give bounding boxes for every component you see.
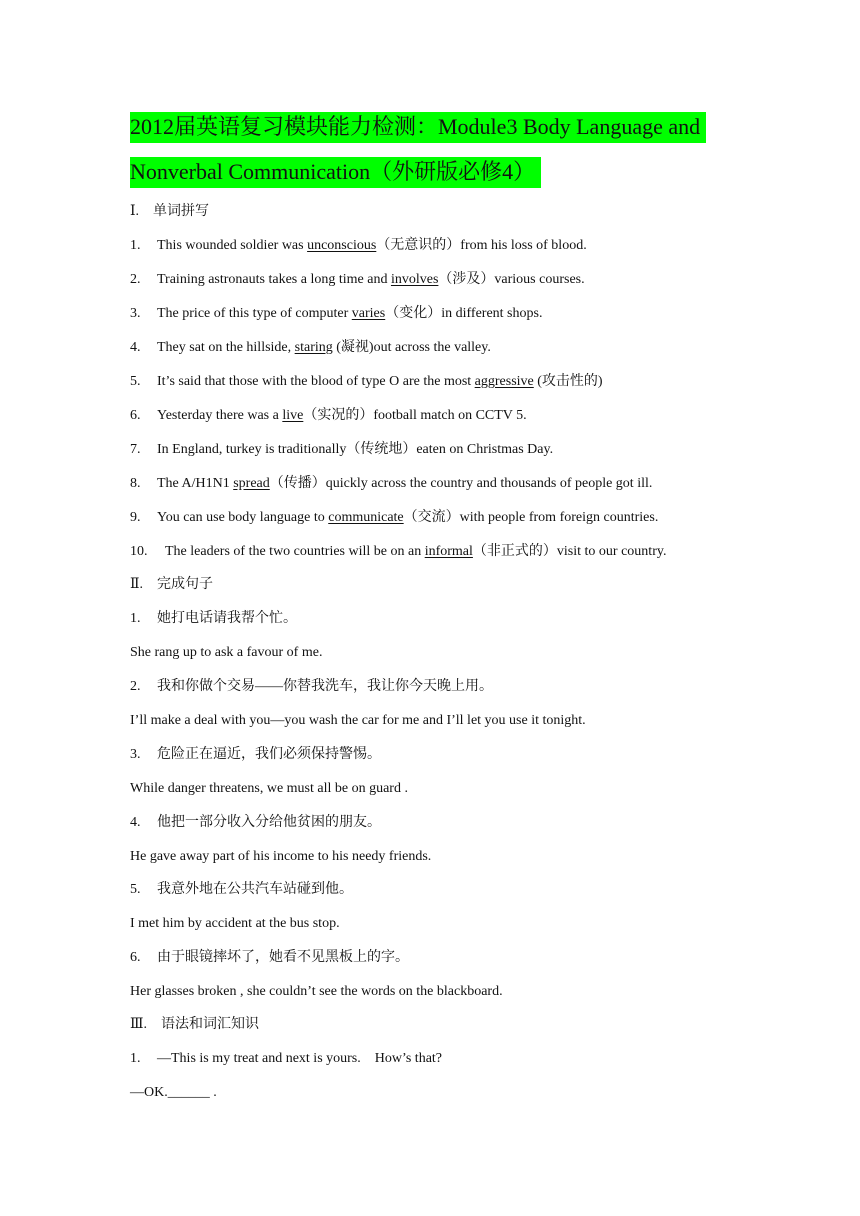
sentence-6-english: Her glasses broken , she couldn’t see the words on the blackboard. xyxy=(130,984,503,999)
sentence-3-english: While danger threatens, we must all be on guard . xyxy=(130,781,408,796)
answer-word: aggressive xyxy=(474,374,534,389)
vocab-item-5: 5. It’s said that those with the blood of type O are the most aggressive (攻击性的) xyxy=(130,374,603,389)
vocab-item-4: 4. They sat on the hillside, staring (凝视)out across the valley. xyxy=(130,340,491,355)
vocab-item-3: 3. The price of this type of computer varies（变化）in different shops. xyxy=(130,306,543,321)
sentence-3-chinese: 3. 危险正在逼近，我们必须保持警惕。 xyxy=(130,747,381,762)
grammar-item-1-response: —OK.______ . xyxy=(130,1085,217,1100)
sentence-5-english: I met him by accident at the bus stop. xyxy=(130,916,340,931)
sentence-5-chinese: 5. 我意外地在公共汽车站碰到他。 xyxy=(130,882,353,897)
section-3-heading: Ⅲ. 语法和词汇知识 xyxy=(130,1017,260,1032)
answer-word: spread xyxy=(233,476,270,491)
section-2-heading: Ⅱ. 完成句子 xyxy=(130,577,214,592)
sentence-1-chinese: 1. 她打电话请我帮个忙。 xyxy=(130,611,297,626)
sentence-2-chinese: 2. 我和你做个交易——你替我洗车，我让你今天晚上用。 xyxy=(130,679,493,694)
sentence-1-english: She rang up to ask a favour of me. xyxy=(130,645,323,660)
title-line-1: 2012届英语复习模块能力检测：Module3 Body Language and xyxy=(130,112,706,143)
vocab-item-9: 9. You can use body language to communicate（交流）with people from foreign countries. xyxy=(130,510,659,525)
vocab-item-7: 7. In England, turkey is traditionally（传统地）eaten on Christmas Day. xyxy=(130,442,554,457)
vocab-item-8: 8. The A/H1N1 spread（传播）quickly across the country and thousands of people got ill. xyxy=(130,476,653,491)
title-line-2: Nonverbal Communication（外研版必修4） xyxy=(130,157,541,188)
vocab-item-6: 6. Yesterday there was a live（实况的）football match on CCTV 5. xyxy=(130,408,527,423)
answer-word: live xyxy=(282,408,304,423)
section-1-heading: Ⅰ. 单词拼写 xyxy=(130,204,210,219)
answer-word: unconscious xyxy=(307,238,377,253)
answer-word: communicate xyxy=(328,510,404,525)
document-title xyxy=(130,104,750,194)
sentence-4-english: He gave away part of his income to his needy friends. xyxy=(130,849,432,864)
answer-word: staring xyxy=(294,340,333,355)
answer-word: involves xyxy=(390,272,439,287)
vocab-item-2: 2. Training astronauts takes a long time and involves（涉及）various courses. xyxy=(130,272,585,287)
answer-word: varies xyxy=(351,306,386,321)
answer-word: informal xyxy=(424,544,473,559)
sentence-6-chinese: 6. 由于眼镜摔坏了，她看不见黑板上的字。 xyxy=(130,950,409,965)
vocab-item-10: 10. The leaders of the two countries will be on an informal（非正式的）visit to our country. xyxy=(130,544,667,559)
sentence-2-english: I’ll make a deal with you—you wash the car for me and I’ll let you use it tonight. xyxy=(130,713,586,728)
sentence-4-chinese: 4. 他把一部分收入分给他贫困的朋友。 xyxy=(130,815,381,830)
grammar-item-1: 1. —This is my treat and next is yours. How’s that? xyxy=(130,1051,443,1066)
vocab-item-1: 1. This wounded soldier was unconscious（无意识的）from his loss of blood. xyxy=(130,238,587,253)
